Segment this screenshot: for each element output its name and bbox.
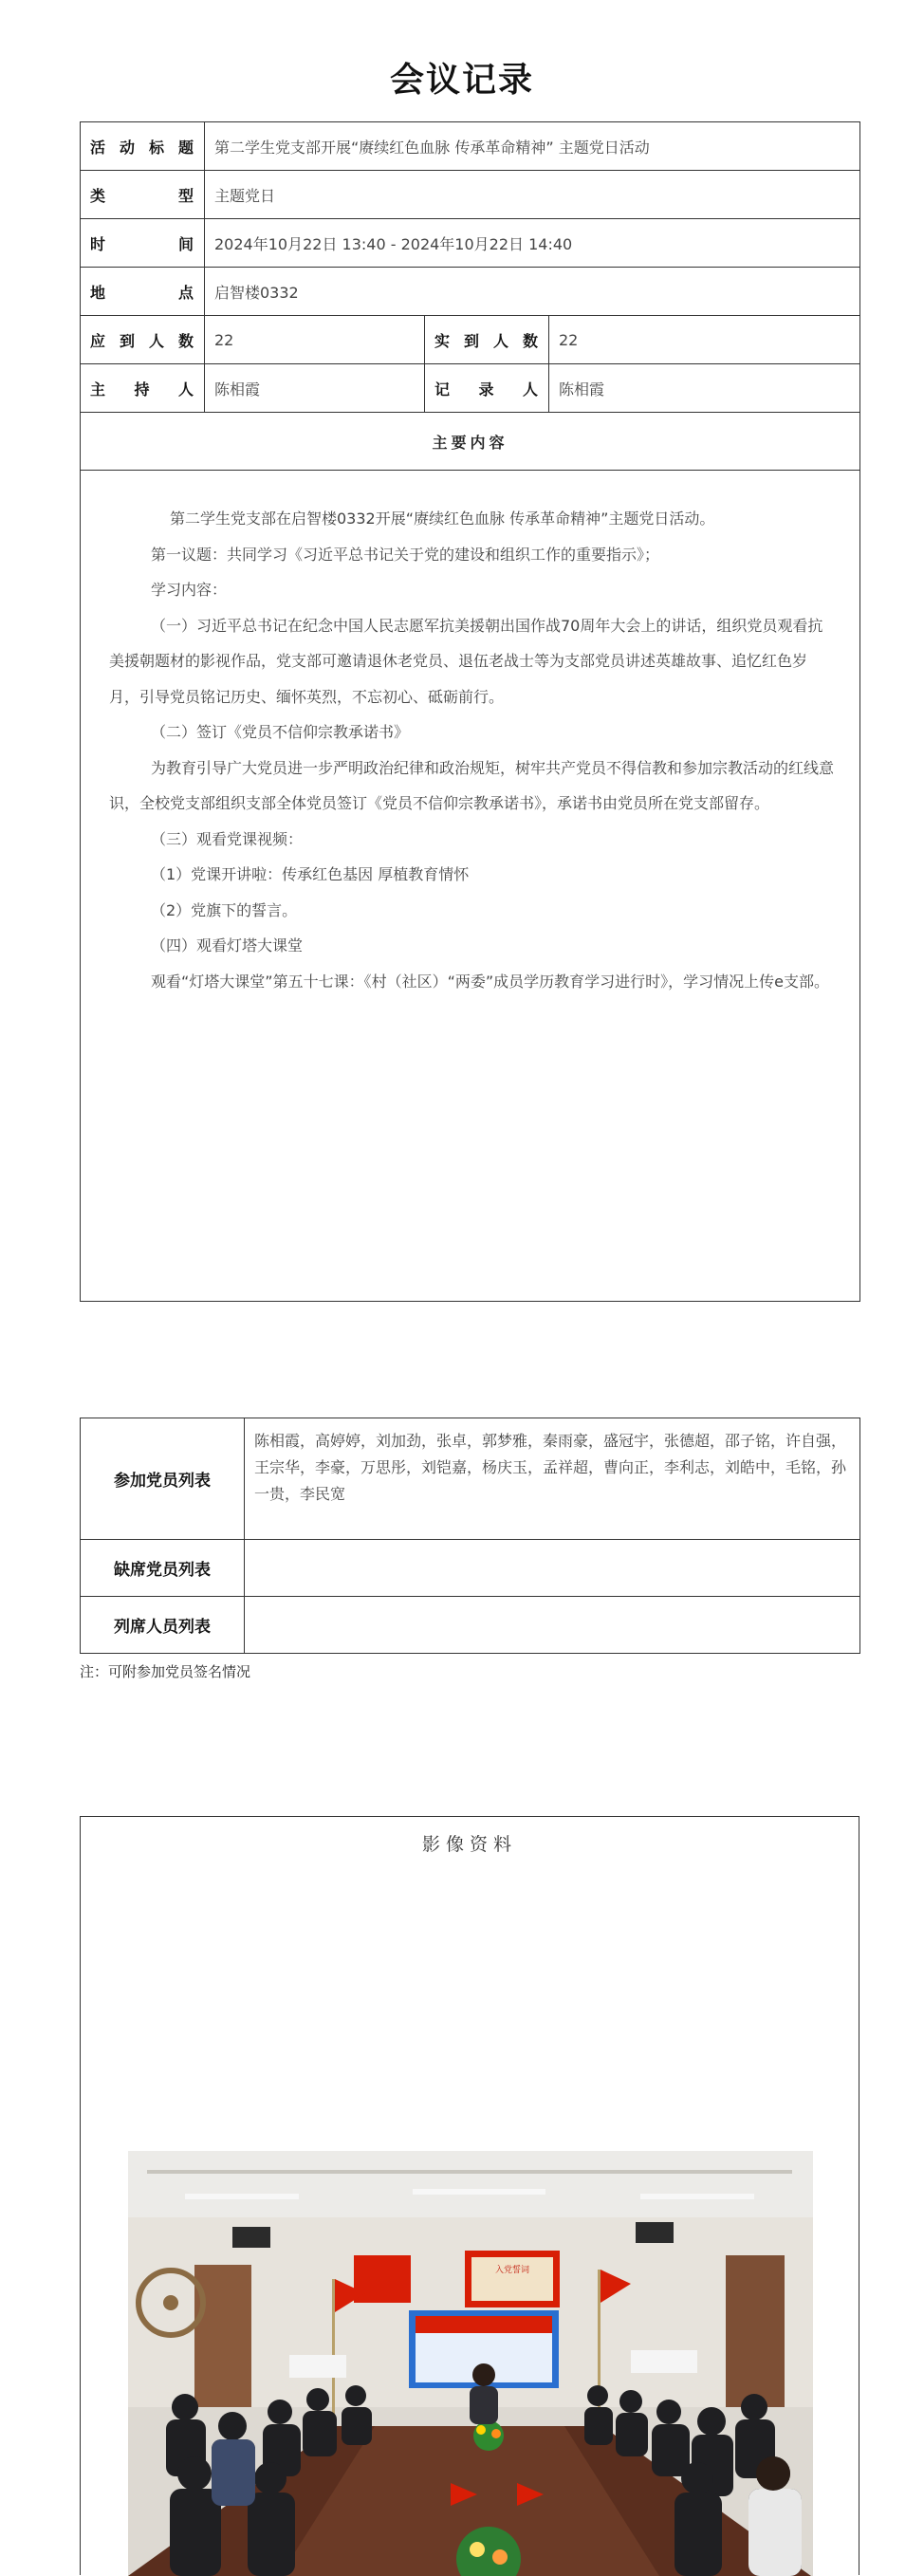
content-paragraph: （二）签订《党员不信仰宗教承诺书》 bbox=[151, 723, 410, 741]
row-type bbox=[81, 171, 860, 219]
page-title: 会议记录 bbox=[389, 60, 534, 100]
label-time: 时 间 bbox=[81, 219, 205, 268]
row-time bbox=[81, 219, 860, 268]
label-actual: 实到人数 bbox=[425, 316, 549, 364]
content-paragraph: （一）习近平总书记在纪念中国人民志愿军抗美援朝出国作战70周年大会上的讲话，组织党员观看抗美援朝题材的影视作品，党支部可邀请退休老党员、退伍老战士等为支部党员讲述英雄故事、追忆红色岁月，引导党员铭记历史、缅怀英烈，不忘初心、砥砺前行。 bbox=[109, 616, 823, 706]
content-paragraph: （1）党课开讲啦：传承红色基因 厚植教育情怀 bbox=[151, 865, 470, 883]
label-recorder: 记 录 人 bbox=[425, 364, 549, 413]
row-main-content bbox=[81, 471, 860, 1302]
main-content-heading: 主要内容 bbox=[81, 413, 860, 471]
row-attendees bbox=[81, 1418, 860, 1540]
signature-note: 注：可附参加党员签名情况 bbox=[80, 1663, 251, 1680]
content-paragraph: 学习内容： bbox=[151, 581, 228, 599]
content-paragraph: 第一议题：共同学习《习近平总书记关于党的建设和组织工作的重要指示》； bbox=[151, 545, 660, 564]
content-paragraph: 第二学生党支部在启智楼0332开展“赓续红色血脉 传承革命精神”主题党日活动。 bbox=[170, 510, 715, 528]
row-place bbox=[81, 268, 860, 316]
content-paragraph: （2）党旗下的誓言。 bbox=[151, 900, 298, 919]
value-expected: 22 bbox=[205, 316, 425, 364]
value-recorder: 陈相霞 bbox=[549, 364, 860, 413]
content-paragraph: 为教育引导广大党员进一步严明政治纪律和政治规矩，树牢共产党员不得信教和参加宗教活动的红线意识，全校党支部组织支部全体党员签订《党员不信仰宗教承诺书》，承诺书由党员所在党支部留存。 bbox=[109, 758, 835, 812]
content-paragraph: （四）观看灯塔大课堂 bbox=[151, 936, 304, 954]
image-section-title: 影像资料 bbox=[421, 1834, 517, 1855]
photo-banner-text: 入党誓词 bbox=[494, 2266, 530, 2275]
content-paragraph: 观看“灯塔大课堂”第五十七课：《村（社区）“两委”成员学历教育学习进行时》，学习情况上传e支部。 bbox=[151, 972, 830, 991]
value-absent bbox=[245, 1540, 860, 1597]
image-section bbox=[80, 1816, 859, 2575]
value-host: 陈相霞 bbox=[205, 364, 425, 413]
label-type: 类 型 bbox=[81, 171, 205, 219]
row-counts bbox=[81, 316, 860, 364]
value-place: 启智楼0332 bbox=[205, 268, 860, 316]
main-content-body bbox=[81, 471, 860, 1302]
label-absent: 缺席党员列表 bbox=[81, 1540, 245, 1597]
label-topic: 活动标题 bbox=[81, 122, 205, 171]
meeting-photo bbox=[128, 2151, 813, 2576]
value-topic: 第二学生党支部开展“赓续红色血脉 传承革命精神” 主题党日活动 bbox=[205, 122, 860, 171]
attendance-table bbox=[80, 1418, 860, 1654]
label-host: 主 持 人 bbox=[81, 364, 205, 413]
value-observers bbox=[245, 1597, 860, 1654]
row-topic bbox=[81, 122, 860, 171]
value-attendees: 陈相霞，高婷婷，刘加劲，张卓，郭梦雅，秦雨豪，盛冠宇，张德超，邵子铭，许自强，王宗华，李豪，万思彤，刘铠嘉，杨庆玉，孟祥超，曹向正，李利志，刘皓中，毛铭，孙一贵，李民宽 bbox=[245, 1418, 860, 1540]
content-paragraph: （三）观看党课视频： bbox=[151, 829, 304, 848]
meeting-info-table bbox=[80, 121, 860, 1302]
label-attendees: 参加党员列表 bbox=[81, 1418, 245, 1540]
row-absent bbox=[81, 1540, 860, 1597]
label-place: 地 点 bbox=[81, 268, 205, 316]
value-actual: 22 bbox=[549, 316, 860, 364]
row-observers bbox=[81, 1597, 860, 1654]
row-main-content-head bbox=[81, 413, 860, 471]
label-observers: 列席人员列表 bbox=[81, 1597, 245, 1654]
label-expected: 应到人数 bbox=[81, 316, 205, 364]
value-time: 2024年10月22日 13:40 - 2024年10月22日 14:40 bbox=[205, 219, 860, 268]
row-host bbox=[81, 364, 860, 413]
value-type: 主题党日 bbox=[205, 171, 860, 219]
